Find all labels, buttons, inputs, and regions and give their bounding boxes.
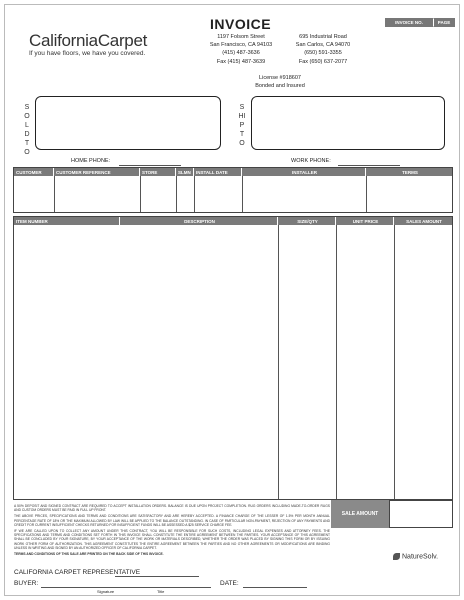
address-line: San Carlos, CA 94070 — [295, 42, 351, 49]
col-divider — [242, 176, 243, 212]
address-right — [285, 33, 361, 66]
invoice-page — [4, 4, 460, 596]
col-install-date: INSTALL DATE — [194, 168, 242, 176]
col-sales-amount: SALES AMOUNT — [406, 218, 442, 224]
fine-print-deposit: A 50% DEPOSIT AND SIGNED CONTRACT ARE REQUIRED TO ACCEPT INSTALLATION ORDERS. BALANCE IS DUE UPON PROJECT COMPLETION. RUG ORDERS INCLUDING MADE-TO-ORDER RUGS AND CUSTOM ORDERS MUST BE PAID IN FULL UP FRONT. — [14, 504, 330, 513]
col-customer-reference: CUSTOMER REFERENCE — [54, 168, 140, 176]
address-line: San Francisco, CA 94103 — [209, 42, 273, 49]
page-label: PAGE — [433, 18, 455, 27]
col-store: STORE — [140, 168, 176, 176]
col-unit-price: UNIT PRICE — [336, 217, 394, 225]
home-phone-label: HOME PHONE: — [71, 158, 111, 164]
col-divider — [194, 176, 195, 212]
license-info — [235, 74, 325, 90]
address-line: (650) 591-3355 — [304, 50, 342, 57]
col-divider — [278, 225, 279, 499]
invoice-title: INVOICE — [210, 16, 272, 32]
col-divider — [366, 176, 367, 212]
col-installer: INSTALLER — [242, 168, 366, 176]
col-divider — [176, 176, 177, 212]
address-line: Fax (650) 637-2077 — [298, 58, 348, 65]
line-items-table — [13, 216, 453, 500]
home-phone-field[interactable] — [119, 165, 181, 166]
company-logo — [29, 31, 147, 51]
order-info-table — [13, 167, 453, 213]
col-divider — [336, 225, 337, 499]
address-line: 695 Industrial Road — [299, 34, 347, 40]
col-terms: TERMS — [402, 169, 418, 175]
sold-to-label — [22, 103, 32, 157]
buyer-label: BUYER: — [14, 580, 39, 587]
address-line: Fax (415) 487-3639 — [216, 58, 266, 65]
company-tagline: If you have floors, we have you covered. — [29, 50, 146, 57]
terms-fine-print — [14, 504, 330, 556]
logo-text-2: Carpet — [97, 31, 148, 50]
naturesolv-logo — [393, 553, 438, 560]
rep-label: CALIFORNIA CARPET REPRESENTATIVE — [14, 569, 141, 576]
invoice-number-box — [385, 18, 455, 27]
sold-to-text: SOLD TO — [24, 104, 30, 156]
col-slmn: SLMN — [176, 168, 194, 176]
ship-to-label — [237, 103, 247, 148]
sold-to-box[interactable] — [35, 96, 221, 150]
work-phone-label: WORK PHONE: — [291, 158, 331, 164]
order-info-header — [14, 168, 452, 176]
sale-amount-field[interactable] — [389, 500, 453, 528]
fine-print-finance: THE ABOVE PRICES, SPECIFICATIONS AND TERMS AND CONDITIONS ARE SATISFACTORY AND ARE HEREBY ACCEPTED. A FINANCE CHARGE OF THE LESSER OF 1.5% PER MONTH ANNUAL PERCENTAGE RATE OF 18% OR THE MAXIMUM ALLOWED BY LAW WILL BE APPLIED TO THE BALANCE OUTSTANDING. IN CASE OF PARTICULAR NON-PAYMENT, REJECTION OF ANY PAYMENTS AND CREDIT FOR CURRENT INSUFFICIENT CHECKS RETURNED FOR INSUFFICIENT FUNDS WILL BE ASSESSED A $25 SERVICE CHARGE FEE. — [14, 514, 330, 527]
logo-text-1: California — [29, 31, 98, 50]
line-items-header — [14, 217, 452, 225]
col-item-number: ITEM NUMBER — [14, 217, 120, 225]
col-customer: CUSTOMER — [14, 168, 54, 176]
signature-caption: Signature — [97, 589, 115, 594]
col-size-qty: SIZE/QTY — [278, 217, 336, 225]
col-divider — [140, 176, 141, 212]
col-divider — [54, 176, 55, 212]
address-line: 1197 Folsom Street — [217, 34, 265, 40]
fine-print-collection: IF WE ARE CALLED UPON TO COLLECT ANY AMOUNT UNDER THIS CONTRACT, YOU WILL BE RESPONSIBLE FOR SUCH COSTS, INCLUDING LEGAL EXPENSES AND ATTORNEY FEES. THE SPECIFICATIONS AND TERMS AND CONDITIONS SET FORTH IN THIS INVOICE SHALL CONSTITUTE THE ENTIRE AGREEMENT BETWEEN THE PARTIES. YOUR ACCEPTANCE OF THIS AGREEMENT SHALL BE CONCLUDED BY YOUR SIGNATURE, BY YOUR ACCEPTANCE OF THE WORK OR MATERIALS DESCRIBED, WHETHER THE ORDER WAS PLACED BY SIGNING THIS FORM OR BY ISSUING WORK OTHER FORM OF AUTHORIZATION. THIS AGREEMENT CONSTITUTES THE ENTIRE AGREEMENT BETWEEN THE PARTIES AND NO OTHER AGREEMENTS OR MODIFICATIONS ARE BINDING UNLESS IN WRITING AND SIGNED BY AN AUTHORIZED OFFICER OF CALIFORNIA CARPET. — [14, 529, 330, 550]
fine-print-terms: TERMS AND CONDITIONS OF THIS SALE ARE PRINTED ON THE BACK SIDE OF THIS INVOICE. — [14, 552, 164, 557]
invoice-no-label: INVOICE NO. — [385, 18, 433, 27]
address-left — [202, 33, 280, 66]
naturesolv-text: NatureSolv. — [402, 553, 439, 561]
bonded-text: Bonded and Insured — [255, 83, 305, 89]
date-label: DATE: — [220, 580, 239, 587]
ship-to-box[interactable] — [251, 96, 445, 150]
col-divider — [394, 225, 395, 499]
ship-to-text: SHIP TO — [238, 104, 246, 147]
buyer-signature-field[interactable] — [41, 587, 211, 588]
leaf-icon — [393, 553, 400, 560]
license-number: License #918607 — [259, 75, 301, 81]
title-caption: Title — [157, 589, 165, 594]
rep-field[interactable] — [115, 576, 199, 577]
sale-amount-label: SALE AMOUNT — [331, 500, 389, 528]
work-phone-field[interactable] — [338, 165, 400, 166]
col-description: DESCRIPTION — [120, 217, 278, 225]
date-field[interactable] — [243, 587, 307, 588]
address-line: (415) 487-3636 — [222, 50, 260, 57]
